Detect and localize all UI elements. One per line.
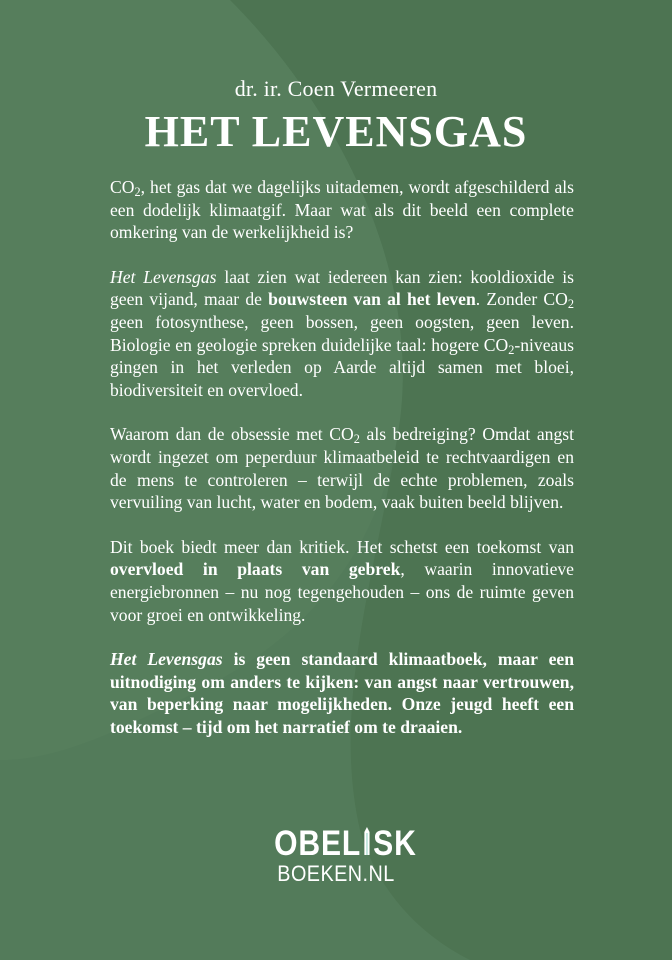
- blurb-paragraph-3: Waarom dan de obsessie met $CO_2$ als bedreiging? Omdat angst wordt ingezet om peperduur klimaatbeleid te rechtvaardigen en de mens te controleren – terwijl de echte problemen, zoals vervuiling van lucht, water en bodem, vaak buiten beeld blijven.: [110, 424, 574, 513]
- blurb: [110, 176, 574, 760]
- publisher-logo-wordmark: OBEL SK: [274, 824, 417, 863]
- publisher-logo-domain: BOEKEN.NL: [277, 861, 395, 886]
- blurb-paragraph-4: Dit boek biedt meer dan kritiek. Het schetst een toekomst van overvloed in plaats van gebrek, waarin innovatieve energiebronnen – nu nog tegengehouden – ons de ruimte geven voor groei en ontwikkeling.: [110, 536, 574, 625]
- book-title-inline: Het Levensgas: [110, 266, 217, 287]
- book-title-inline: Het Levensgas: [110, 649, 223, 670]
- obelisk-icon: [361, 827, 373, 857]
- emphasis-text: overvloed in plaats van gebrek: [110, 559, 401, 580]
- publisher-logo: [264, 824, 417, 886]
- blurb-paragraph-5: Het Levensgas is geen standaard klimaatboek, maar een uitnodiging om anders te kijken: van angst naar vertrouwen, van beperking naar mogelijkheden. Onze jeugd heeft een toekomst – tijd om het narratief om te draaien.: [110, 649, 574, 737]
- author-name: dr. ir. Coen Vermeeren: [234, 76, 438, 101]
- blurb-paragraph-1: $CO_2$, het gas dat we dagelijks uitademen, wordt afgeschilderd als een dodelijk klimaatgif. Maar wat als dit beeld een complete omkering van de werkelijkheid is?: [110, 177, 574, 243]
- emphasis-text: bouwsteen van al het leven: [268, 289, 476, 310]
- book-title: HET LEVENSGAS: [144, 107, 528, 156]
- blurb-paragraph-2: Het Levensgas laat zien wat iedereen kan zien: kooldioxide is geen vijand, maar de bouwsteen van al het leven. Zonder $CO_2$ geen fotosynthese, geen bossen, geen oogsten, geen leven. Biologie en geologie spreken duidelijke taal: hogere $CO_2$-niveaus gingen in het verleden op Aarde altijd samen met bloei, biodiversiteit en overvloed.: [110, 266, 574, 400]
